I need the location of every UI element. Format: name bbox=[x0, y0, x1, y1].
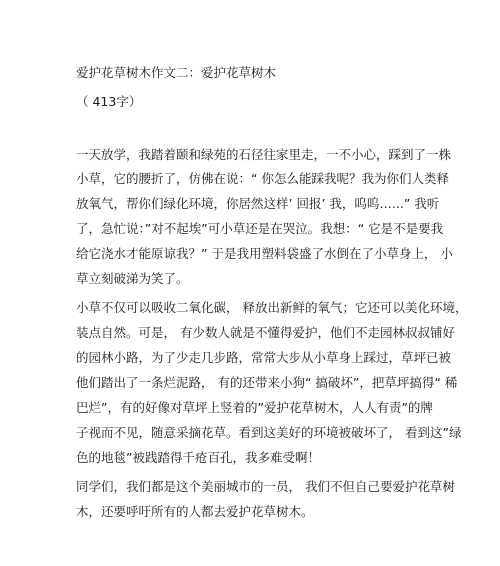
paragraph-line: 木，还要呼吁所有的人都去爱护花草树木。 bbox=[76, 504, 314, 519]
paragraph-line: 巴烂”，有的好像对草坪上竖着的”爱护花草树木，人人有责”的牌 bbox=[76, 400, 433, 415]
word-count: （ 413字） bbox=[76, 94, 142, 109]
paragraph-line: 一天放学，我踏着颐和绿苑的石径往家里走，一不小心，踩到了一株 bbox=[76, 147, 452, 162]
paragraph-line: 子视而不见，随意采摘花草。看到这美好的环境被破坏了， 看到这”绿 bbox=[76, 425, 462, 440]
paragraph-line: 小草不仅可以吸收二氧化碳， 释放出新鲜的氧气；它还可以美化环境， bbox=[76, 300, 468, 315]
paragraph-line: 同学们，我们都是这个美丽城市的一员， 我们不但自己要爱护花草树 bbox=[76, 479, 455, 494]
paragraph-line: 的园林小路，为了少走几步路，常常大步从小草身上踩过，草坪已被 bbox=[76, 350, 452, 365]
paragraph-line: 了，急忙说：”对不起埃”可小草还是在哭泣。我想：“ 它是不是要我 bbox=[76, 221, 444, 236]
document-title: 爱护花草树木作文二：爱护花草树木 bbox=[76, 65, 277, 80]
paragraph-line: 草立刻破涕为笑了。 bbox=[76, 271, 189, 286]
paragraph-line: 装点自然。可是， 有少数人就是不懂得爱护，他们不走园林叔叔铺好 bbox=[76, 325, 455, 340]
paragraph-line: 色的地毯”被践踏得千疮百孔，我多难受啊！ bbox=[76, 450, 320, 465]
paragraph-line: 小草，它的腰折了，仿佛在说：“ 你怎么能踩我呢？我为你们人类释 bbox=[76, 171, 449, 186]
paragraph-line: 他们踏出了一条烂泥路， 有的还带来小狗“ 搞破坏”，把草坪搞得“ 稀 bbox=[76, 375, 458, 390]
paragraph-line: 给它浇水才能原谅我？” 于是我用塑料袋盛了水倒在了小草身上， 小 bbox=[76, 246, 453, 261]
paragraph-line: 放氧气，帮你们绿化环境，你居然这样’ 回报’ 我，呜呜…...” 我听 bbox=[76, 196, 440, 211]
